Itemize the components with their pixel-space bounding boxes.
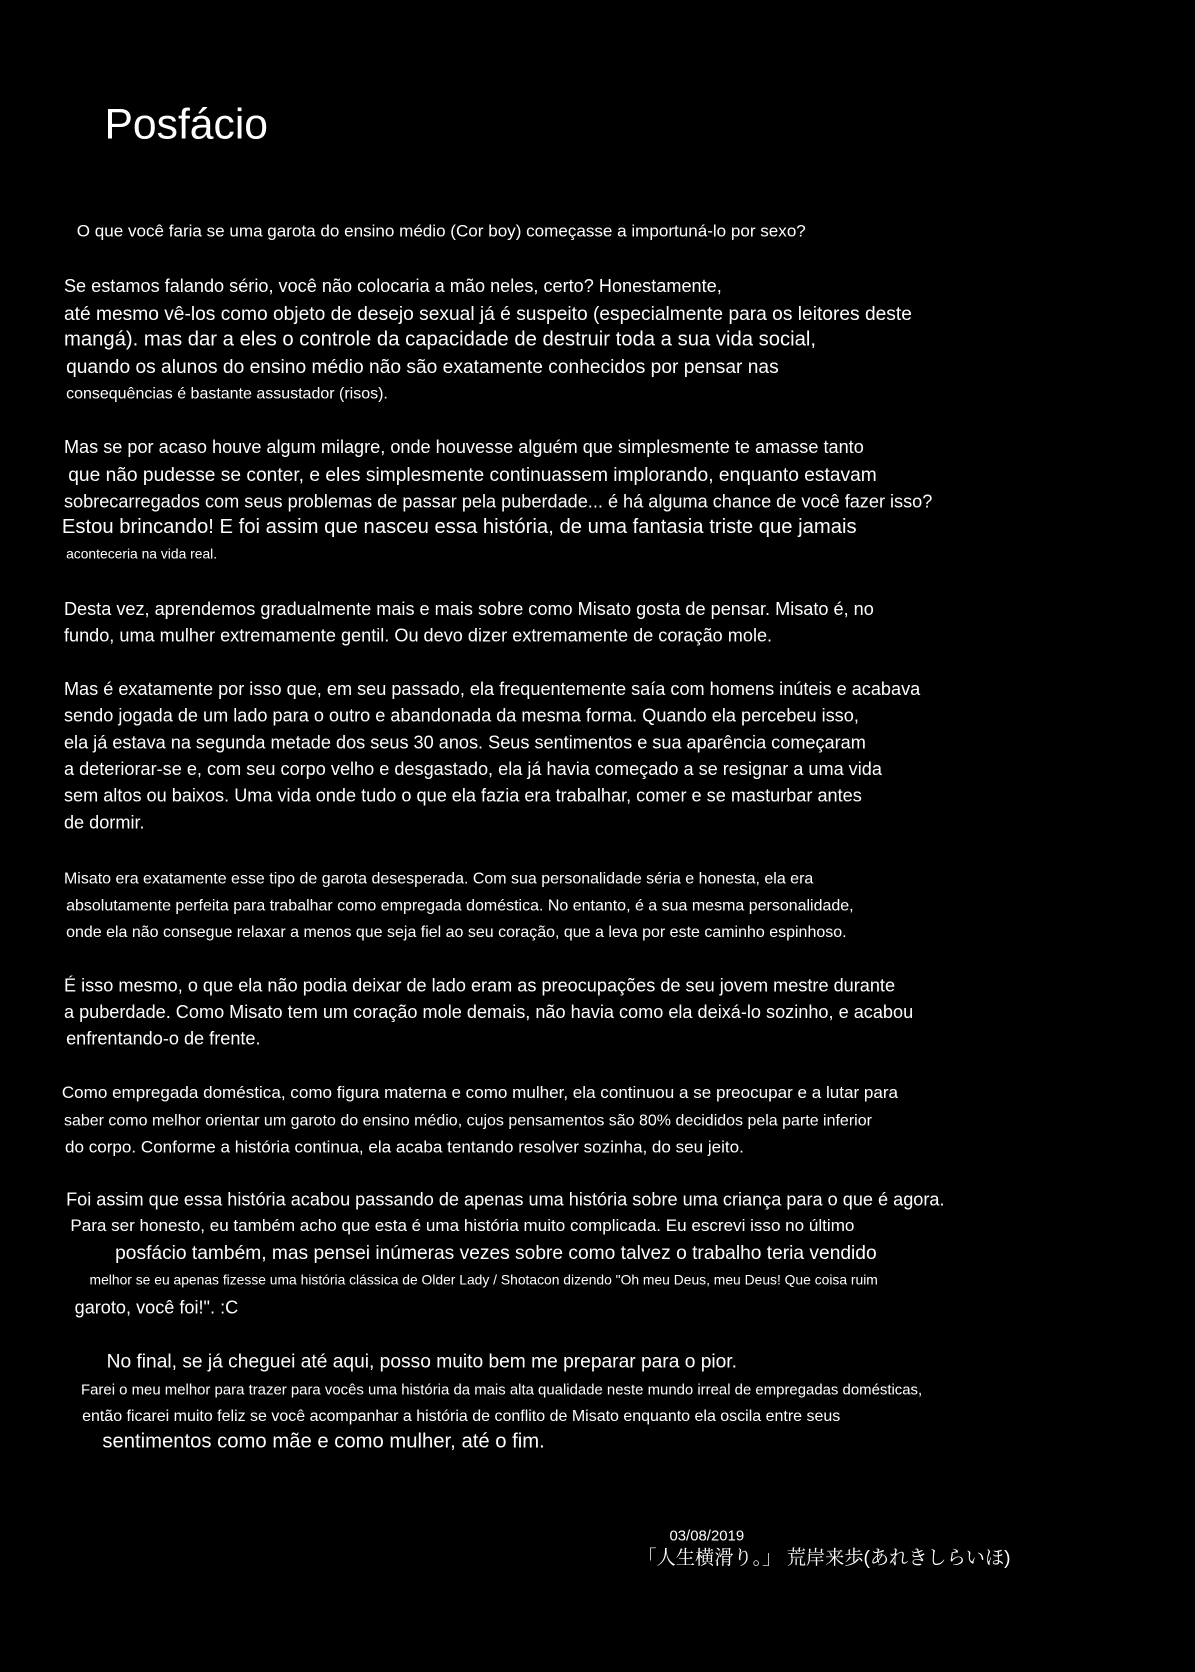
text-line: a deteriorar-se e, com seu corpo velho e desgastado, ela já havia começado a se resignar a uma vida	[63, 758, 882, 780]
text-line: quando os alunos do ensino médio não são exatamente conhecidos por pensar nas	[66, 356, 779, 378]
text-line: que não pudesse se conter, e eles simplesmente continuassem implorando, enquanto estavam	[68, 463, 877, 486]
text-line: ela já estava na segunda metade dos seus 30 anos. Seus sentimentos e sua aparência começaram	[63, 732, 866, 753]
text-line: Como empregada doméstica, como figura materna e como mulher, ela continuou a se preocupar e a lutar para	[61, 1084, 899, 1103]
text-line: aconteceria na vida real.	[66, 545, 218, 562]
text-line: É isso mesmo, o que ela não podia deixar de lado eram as preocupações de seu jovem mestre durante	[63, 975, 896, 996]
text-line: Estou brincando! E foi assim que nasceu essa história, de uma fantasia triste que jamais	[61, 515, 857, 539]
text-line: de dormir.	[63, 812, 145, 833]
page-title: Posfácio	[104, 101, 269, 149]
text-line: sem altos ou baixos. Uma vida onde tudo o que ela fazia era trabalhar, comer e se masturbar antes	[63, 785, 862, 806]
text-line: até mesmo vê-los como objeto de desejo sexual já é suspeito (especialmente para os leitores deste	[63, 302, 912, 325]
text-line: fundo, uma mulher extremamente gentil. Ou devo dizer extremamente de coração mole.	[63, 625, 773, 646]
text-line: mangá). mas dar a eles o controle da capacidade de destruir toda a sua vida social,	[63, 328, 817, 351]
text-line: absolutamente perfeita para trabalhar como empregada doméstica. No entanto, é a sua mesma personalidade,	[66, 896, 854, 915]
text-line: Se estamos falando sério, você não colocaria a mão neles, certo? Honestamente,	[63, 276, 722, 297]
text-line: melhor se eu apenas fizesse uma história clássica de Older Lady / Shotacon dizendo "Oh meu Deus, meu Deus! Que coisa ruim	[89, 1271, 878, 1288]
text-line: garoto, você foi!". :C	[74, 1297, 239, 1318]
text-line: onde ela não consegue relaxar a menos que seja fiel ao seu coração, que a leva por este caminho espinhoso.	[66, 923, 847, 942]
signature-author: 「人生横滑り。」 荒岸来歩(あれきしらいほ)	[637, 1546, 1011, 1569]
text-line: Foi assim que essa história acabou passando de apenas uma história sobre uma criança para o que é agora.	[66, 1189, 945, 1210]
text-line: O que você faria se uma garota do ensino médio (Cor boy) começasse a importuná-lo por sexo?	[76, 222, 806, 241]
text-line: Desta vez, aprendemos gradualmente mais e mais sobre como Misato gosta de pensar. Misato é, no	[63, 599, 874, 620]
text-line: No final, se já cheguei até aqui, posso muito bem me preparar para o pior.	[106, 1350, 737, 1372]
text-line: a puberdade. Como Misato tem um coração mole demais, não havia como ela deixá-lo sozinho, e acabou	[63, 1002, 914, 1023]
text-line: Misato era exatamente esse tipo de garota desesperada. Com sua personalidade séria e honesta, ela era	[63, 869, 814, 888]
text-line: Mas se por acaso houve algum milagre, onde houvesse alguém que simplesmente te amasse tanto	[63, 437, 864, 458]
text-line: saber como melhor orientar um garoto do ensino médio, cujos pensamentos são 80% decididos pela parte inferior	[63, 1111, 872, 1130]
text-line: Farei o meu melhor para trazer para vocês uma história da mais alta qualidade neste mundo irreal de empregadas domésticas,	[81, 1380, 923, 1398]
text-line: sentimentos como mãe e como mulher, até o fim.	[102, 1430, 545, 1453]
text-line: sendo jogada de um lado para o outro e abandonada da mesma forma. Quando ela percebeu isso,	[63, 705, 859, 726]
signature-date: 03/08/2019	[669, 1526, 745, 1544]
text-line: posfácio também, mas pensei inúmeras vezes sobre como talvez o trabalho teria vendido	[115, 1241, 877, 1264]
text-line: Para ser honesto, eu também acho que esta é uma história muito complicada. Eu escrevi isso no último	[70, 1217, 855, 1236]
text-line: consequências é bastante assustador (risos).	[66, 384, 388, 403]
text-line: então ficarei muito feliz se você acompanhar a história de conflito de Misato enquanto ela oscila entre seus	[82, 1407, 841, 1426]
text-line: enfrentando-o de frente.	[66, 1028, 261, 1049]
text-line: do corpo. Conforme a história continua, ela acaba tentando resolver sozinha, do seu jeito.	[65, 1138, 744, 1157]
text-line: Mas é exatamente por isso que, em seu passado, ela frequentemente saía com homens inúteis e acabava	[63, 679, 921, 700]
text-line: sobrecarregados com seus problemas de passar pela puberdade... é há alguma chance de você fazer isso?	[63, 491, 933, 512]
